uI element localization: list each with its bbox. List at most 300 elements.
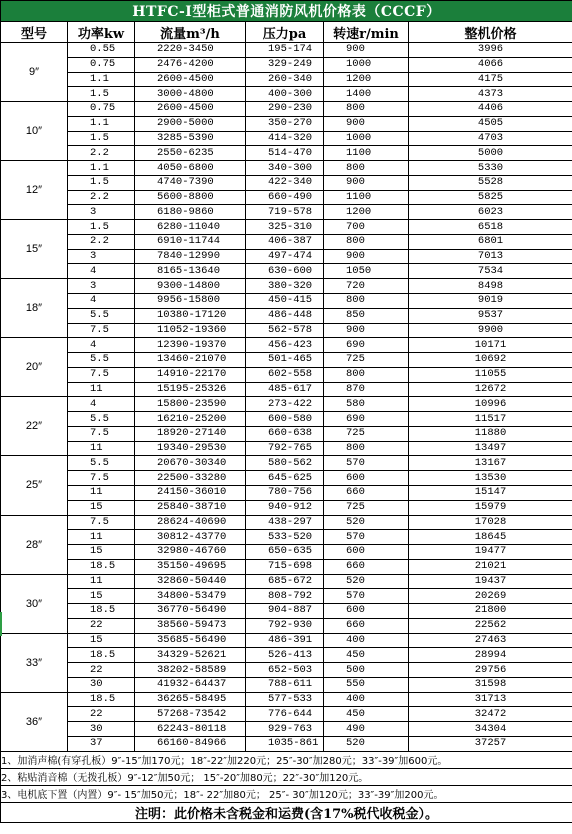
price-cell: 11055 bbox=[409, 367, 572, 382]
table-row bbox=[1, 294, 572, 309]
table-row bbox=[1, 175, 572, 190]
power-cell: 3 bbox=[68, 249, 135, 264]
pressure-cell: 776-644 bbox=[246, 707, 324, 722]
flow-cell: 16210-25200 bbox=[135, 412, 246, 427]
pressure-cell: 904-887 bbox=[246, 604, 324, 619]
price-cell: 11880 bbox=[409, 426, 572, 441]
power-cell: 15 bbox=[68, 500, 135, 515]
table-row bbox=[1, 382, 572, 397]
table-row bbox=[1, 323, 572, 338]
model-cell: 30″ bbox=[1, 574, 68, 633]
pressure-cell: 929-763 bbox=[246, 722, 324, 737]
power-cell: 7.5 bbox=[68, 515, 135, 530]
table-row bbox=[1, 589, 572, 604]
flow-cell: 66160-84966 bbox=[135, 736, 246, 751]
flow-cell: 11052-19360 bbox=[135, 323, 246, 338]
power-cell: 5.5 bbox=[68, 308, 135, 323]
pressure-cell: 486-391 bbox=[246, 633, 324, 648]
pressure-cell: 526-413 bbox=[246, 648, 324, 663]
price-cell: 4505 bbox=[409, 116, 572, 131]
price-cell: 3996 bbox=[409, 43, 572, 58]
price-cell: 31713 bbox=[409, 692, 572, 707]
power-cell: 3 bbox=[68, 205, 135, 220]
model-cell: 12″ bbox=[1, 161, 68, 220]
speed-cell: 660 bbox=[324, 618, 409, 633]
pressure-cell: 497-474 bbox=[246, 249, 324, 264]
pressure-cell: 940-912 bbox=[246, 500, 324, 515]
speed-cell: 900 bbox=[324, 249, 409, 264]
flow-cell: 19340-29530 bbox=[135, 441, 246, 456]
header-speed: 转速r/min bbox=[324, 22, 409, 43]
pressure-cell: 660-638 bbox=[246, 426, 324, 441]
power-cell: 11 bbox=[68, 574, 135, 589]
flow-cell: 32860-50440 bbox=[135, 574, 246, 589]
pressure-cell: 501-465 bbox=[246, 353, 324, 368]
header-row bbox=[1, 22, 572, 43]
table-row bbox=[1, 264, 572, 279]
price-cell: 10692 bbox=[409, 353, 572, 368]
price-cell: 32472 bbox=[409, 707, 572, 722]
pressure-cell: 652-503 bbox=[246, 663, 324, 678]
power-cell: 30 bbox=[68, 722, 135, 737]
price-cell: 8498 bbox=[409, 279, 572, 294]
model-cell: 28″ bbox=[1, 515, 68, 574]
pressure-cell: 290-230 bbox=[246, 102, 324, 117]
price-cell: 10996 bbox=[409, 397, 572, 412]
speed-cell: 1200 bbox=[324, 205, 409, 220]
flow-cell: 15800-23590 bbox=[135, 397, 246, 412]
flow-cell: 7840-12990 bbox=[135, 249, 246, 264]
table-row bbox=[1, 412, 572, 427]
pressure-cell: 485-617 bbox=[246, 382, 324, 397]
table-row bbox=[1, 116, 572, 131]
pressure-cell: 630-600 bbox=[246, 264, 324, 279]
power-cell: 2.2 bbox=[68, 146, 135, 161]
flow-cell: 18920-27140 bbox=[135, 426, 246, 441]
price-cell: 37257 bbox=[409, 736, 572, 751]
flow-cell: 2476-4200 bbox=[135, 57, 246, 72]
price-cell: 10171 bbox=[409, 338, 572, 353]
price-cell: 20269 bbox=[409, 589, 572, 604]
price-cell: 19437 bbox=[409, 574, 572, 589]
power-cell: 5.5 bbox=[68, 353, 135, 368]
price-cell: 5000 bbox=[409, 146, 572, 161]
note-row bbox=[1, 768, 572, 785]
speed-cell: 1000 bbox=[324, 57, 409, 72]
power-cell: 18.5 bbox=[68, 559, 135, 574]
price-cell: 19477 bbox=[409, 545, 572, 560]
speed-cell: 725 bbox=[324, 500, 409, 515]
flow-cell: 6280-11040 bbox=[135, 220, 246, 235]
power-cell: 1.1 bbox=[68, 116, 135, 131]
footer-row bbox=[1, 802, 572, 822]
pressure-cell: 514-470 bbox=[246, 146, 324, 161]
flow-cell: 34800-53479 bbox=[135, 589, 246, 604]
speed-cell: 570 bbox=[324, 589, 409, 604]
flow-cell: 35150-49695 bbox=[135, 559, 246, 574]
power-cell: 11 bbox=[68, 530, 135, 545]
model-cell: 33″ bbox=[1, 633, 68, 692]
table-row bbox=[1, 220, 572, 235]
speed-cell: 800 bbox=[324, 441, 409, 456]
price-cell: 6801 bbox=[409, 234, 572, 249]
flow-cell: 2600-4500 bbox=[135, 72, 246, 87]
power-cell: 3 bbox=[68, 279, 135, 294]
table-row bbox=[1, 57, 572, 72]
flow-cell: 36265-58495 bbox=[135, 692, 246, 707]
power-cell: 18.5 bbox=[68, 604, 135, 619]
speed-cell: 450 bbox=[324, 648, 409, 663]
flow-cell: 62243-80118 bbox=[135, 722, 246, 737]
table-row bbox=[1, 545, 572, 560]
power-cell: 5.5 bbox=[68, 456, 135, 471]
pressure-cell: 350-270 bbox=[246, 116, 324, 131]
price-cell: 12672 bbox=[409, 382, 572, 397]
header-pressure: 压力pa bbox=[246, 22, 324, 43]
speed-cell: 490 bbox=[324, 722, 409, 737]
pressure-cell: 380-320 bbox=[246, 279, 324, 294]
table-title: HTFC-Ⅰ型柜式普通消防风机价格表（CCCF） bbox=[1, 1, 572, 22]
table-row bbox=[1, 663, 572, 678]
table-row bbox=[1, 559, 572, 574]
price-cell: 5528 bbox=[409, 175, 572, 190]
footer-note: 注明：此价格未含税金和运费(含17%税代收税金）。 bbox=[1, 802, 572, 822]
header-model: 型号 bbox=[1, 22, 68, 43]
table-body bbox=[1, 43, 572, 752]
flow-cell: 13460-21070 bbox=[135, 353, 246, 368]
note-row bbox=[1, 785, 572, 802]
power-cell: 1.5 bbox=[68, 87, 135, 102]
speed-cell: 900 bbox=[324, 323, 409, 338]
flow-cell: 4050-6800 bbox=[135, 161, 246, 176]
power-cell: 11 bbox=[68, 485, 135, 500]
pressure-cell: 438-297 bbox=[246, 515, 324, 530]
table-row bbox=[1, 456, 572, 471]
flow-cell: 38202-58589 bbox=[135, 663, 246, 678]
speed-cell: 400 bbox=[324, 692, 409, 707]
table-row bbox=[1, 234, 572, 249]
pressure-cell: 400-300 bbox=[246, 87, 324, 102]
flow-cell: 28624-40690 bbox=[135, 515, 246, 530]
speed-cell: 800 bbox=[324, 161, 409, 176]
power-cell: 7.5 bbox=[68, 471, 135, 486]
flow-cell: 30812-43770 bbox=[135, 530, 246, 545]
table-row bbox=[1, 43, 572, 58]
table-row bbox=[1, 367, 572, 382]
price-cell: 22562 bbox=[409, 618, 572, 633]
price-cell: 13167 bbox=[409, 456, 572, 471]
pressure-cell: 650-635 bbox=[246, 545, 324, 560]
table-row bbox=[1, 205, 572, 220]
pressure-cell: 719-578 bbox=[246, 205, 324, 220]
pressure-cell: 685-672 bbox=[246, 574, 324, 589]
price-cell: 7534 bbox=[409, 264, 572, 279]
flow-cell: 2220-3450 bbox=[135, 43, 246, 58]
note-3: 3、电机底下置（内置）9″- 15″加50元；18″- 22″加80元； 25″- 30″加120元；33″-39″加200元。 bbox=[1, 785, 572, 802]
table-row bbox=[1, 146, 572, 161]
price-cell: 27463 bbox=[409, 633, 572, 648]
speed-cell: 900 bbox=[324, 43, 409, 58]
flow-cell: 2600-4500 bbox=[135, 102, 246, 117]
power-cell: 1.1 bbox=[68, 161, 135, 176]
pressure-cell: 414-320 bbox=[246, 131, 324, 146]
pressure-cell: 329-249 bbox=[246, 57, 324, 72]
table-row bbox=[1, 692, 572, 707]
price-cell: 28994 bbox=[409, 648, 572, 663]
price-cell: 7013 bbox=[409, 249, 572, 264]
speed-cell: 800 bbox=[324, 234, 409, 249]
price-cell: 9900 bbox=[409, 323, 572, 338]
power-cell: 7.5 bbox=[68, 367, 135, 382]
pressure-cell: 1035-861 bbox=[246, 736, 324, 751]
pressure-cell: 792-765 bbox=[246, 441, 324, 456]
note-2: 2、粘贴消音棉（无拨孔板）9″-12″加50元； 15″-20″加80元；22″-30″加120元。 bbox=[1, 768, 572, 785]
model-cell: 22″ bbox=[1, 397, 68, 456]
table-row bbox=[1, 72, 572, 87]
speed-cell: 690 bbox=[324, 338, 409, 353]
price-cell: 13497 bbox=[409, 441, 572, 456]
speed-cell: 900 bbox=[324, 175, 409, 190]
price-cell: 29756 bbox=[409, 663, 572, 678]
price-cell: 11517 bbox=[409, 412, 572, 427]
flow-cell: 41932-64437 bbox=[135, 677, 246, 692]
table-row bbox=[1, 530, 572, 545]
flow-cell: 10380-17120 bbox=[135, 308, 246, 323]
price-cell: 4703 bbox=[409, 131, 572, 146]
table-row bbox=[1, 308, 572, 323]
flow-cell: 20670-30340 bbox=[135, 456, 246, 471]
power-cell: 15 bbox=[68, 545, 135, 560]
table-row bbox=[1, 161, 572, 176]
flow-cell: 34329-52621 bbox=[135, 648, 246, 663]
speed-cell: 720 bbox=[324, 279, 409, 294]
flow-cell: 15195-25326 bbox=[135, 382, 246, 397]
speed-cell: 900 bbox=[324, 116, 409, 131]
speed-cell: 400 bbox=[324, 633, 409, 648]
power-cell: 2.2 bbox=[68, 234, 135, 249]
power-cell: 1.1 bbox=[68, 72, 135, 87]
flow-cell: 12390-19370 bbox=[135, 338, 246, 353]
note-1: 1、加消声棉(有穿孔板）9″-15″加170元；18″-22″加220元；25″-30″加280元；33″-39″加600元。 bbox=[1, 751, 572, 768]
speed-cell: 520 bbox=[324, 515, 409, 530]
pressure-cell: 580-562 bbox=[246, 456, 324, 471]
speed-cell: 800 bbox=[324, 294, 409, 309]
pressure-cell: 780-756 bbox=[246, 485, 324, 500]
flow-cell: 36770-56490 bbox=[135, 604, 246, 619]
flow-cell: 2550-6235 bbox=[135, 146, 246, 161]
pressure-cell: 406-387 bbox=[246, 234, 324, 249]
flow-cell: 8165-13640 bbox=[135, 264, 246, 279]
table-row bbox=[1, 633, 572, 648]
power-cell: 2.2 bbox=[68, 190, 135, 205]
power-cell: 18.5 bbox=[68, 648, 135, 663]
table-row bbox=[1, 102, 572, 117]
pressure-cell: 422-340 bbox=[246, 175, 324, 190]
power-cell: 0.75 bbox=[68, 102, 135, 117]
power-cell: 4 bbox=[68, 264, 135, 279]
price-cell: 5825 bbox=[409, 190, 572, 205]
price-cell: 9019 bbox=[409, 294, 572, 309]
speed-cell: 1100 bbox=[324, 190, 409, 205]
power-cell: 5.5 bbox=[68, 412, 135, 427]
speed-cell: 800 bbox=[324, 102, 409, 117]
price-cell: 4373 bbox=[409, 87, 572, 102]
table-row bbox=[1, 736, 572, 751]
title-row bbox=[1, 1, 572, 22]
speed-cell: 600 bbox=[324, 545, 409, 560]
table-row bbox=[1, 722, 572, 737]
speed-cell: 520 bbox=[324, 736, 409, 751]
price-cell: 34304 bbox=[409, 722, 572, 737]
speed-cell: 550 bbox=[324, 677, 409, 692]
pressure-cell: 340-300 bbox=[246, 161, 324, 176]
speed-cell: 500 bbox=[324, 663, 409, 678]
price-cell: 21021 bbox=[409, 559, 572, 574]
price-cell: 9537 bbox=[409, 308, 572, 323]
speed-cell: 570 bbox=[324, 456, 409, 471]
speed-cell: 600 bbox=[324, 604, 409, 619]
speed-cell: 660 bbox=[324, 559, 409, 574]
speed-cell: 570 bbox=[324, 530, 409, 545]
speed-cell: 580 bbox=[324, 397, 409, 412]
price-cell: 4066 bbox=[409, 57, 572, 72]
table-row bbox=[1, 441, 572, 456]
power-cell: 22 bbox=[68, 707, 135, 722]
power-cell: 22 bbox=[68, 663, 135, 678]
model-cell: 25″ bbox=[1, 456, 68, 515]
pressure-cell: 645-625 bbox=[246, 471, 324, 486]
flow-cell: 35685-56490 bbox=[135, 633, 246, 648]
power-cell: 7.5 bbox=[68, 426, 135, 441]
power-cell: 4 bbox=[68, 338, 135, 353]
flow-cell: 38560-59473 bbox=[135, 618, 246, 633]
pressure-cell: 600-580 bbox=[246, 412, 324, 427]
pressure-cell: 808-792 bbox=[246, 589, 324, 604]
power-cell: 18.5 bbox=[68, 692, 135, 707]
table-row bbox=[1, 471, 572, 486]
speed-cell: 1200 bbox=[324, 72, 409, 87]
pressure-cell: 450-415 bbox=[246, 294, 324, 309]
flow-cell: 9300-14800 bbox=[135, 279, 246, 294]
pressure-cell: 486-448 bbox=[246, 308, 324, 323]
table-row bbox=[1, 249, 572, 264]
price-cell: 6023 bbox=[409, 205, 572, 220]
table-row bbox=[1, 338, 572, 353]
header-flow: 流量m³/h bbox=[135, 22, 246, 43]
price-cell: 4175 bbox=[409, 72, 572, 87]
power-cell: 4 bbox=[68, 397, 135, 412]
note-row bbox=[1, 751, 572, 768]
header-price: 整机价格 bbox=[409, 22, 572, 43]
pressure-cell: 602-558 bbox=[246, 367, 324, 382]
power-cell: 7.5 bbox=[68, 323, 135, 338]
table-row bbox=[1, 677, 572, 692]
speed-cell: 850 bbox=[324, 308, 409, 323]
flow-cell: 32980-46760 bbox=[135, 545, 246, 560]
table-row bbox=[1, 500, 572, 515]
speed-cell: 520 bbox=[324, 574, 409, 589]
price-cell: 18645 bbox=[409, 530, 572, 545]
table-row bbox=[1, 515, 572, 530]
pressure-cell: 715-698 bbox=[246, 559, 324, 574]
power-cell: 30 bbox=[68, 677, 135, 692]
speed-cell: 1050 bbox=[324, 264, 409, 279]
speed-cell: 1100 bbox=[324, 146, 409, 161]
model-cell: 36″ bbox=[1, 692, 68, 751]
price-cell: 15147 bbox=[409, 485, 572, 500]
flow-cell: 6180-9860 bbox=[135, 205, 246, 220]
flow-cell: 3000-4800 bbox=[135, 87, 246, 102]
power-cell: 1.5 bbox=[68, 220, 135, 235]
flow-cell: 4740-7390 bbox=[135, 175, 246, 190]
table-row bbox=[1, 618, 572, 633]
table-row bbox=[1, 707, 572, 722]
price-cell: 15979 bbox=[409, 500, 572, 515]
flow-cell: 3285-5390 bbox=[135, 131, 246, 146]
pressure-cell: 456-423 bbox=[246, 338, 324, 353]
header-power: 功率kw bbox=[68, 22, 135, 43]
price-cell: 17028 bbox=[409, 515, 572, 530]
price-cell: 4406 bbox=[409, 102, 572, 117]
pressure-cell: 792-930 bbox=[246, 618, 324, 633]
model-cell: 9″ bbox=[1, 43, 68, 102]
pressure-cell: 260-340 bbox=[246, 72, 324, 87]
flow-cell: 57268-73542 bbox=[135, 707, 246, 722]
speed-cell: 1400 bbox=[324, 87, 409, 102]
power-cell: 15 bbox=[68, 633, 135, 648]
pressure-cell: 533-520 bbox=[246, 530, 324, 545]
table-row bbox=[1, 87, 572, 102]
price-cell: 21800 bbox=[409, 604, 572, 619]
pressure-cell: 273-422 bbox=[246, 397, 324, 412]
power-cell: 11 bbox=[68, 441, 135, 456]
table-row bbox=[1, 279, 572, 294]
power-cell: 15 bbox=[68, 589, 135, 604]
table-row bbox=[1, 397, 572, 412]
pressure-cell: 577-533 bbox=[246, 692, 324, 707]
model-cell: 15″ bbox=[1, 220, 68, 279]
row-selection-marker bbox=[0, 612, 2, 636]
speed-cell: 450 bbox=[324, 707, 409, 722]
speed-cell: 870 bbox=[324, 382, 409, 397]
flow-cell: 22500-33280 bbox=[135, 471, 246, 486]
model-cell: 18″ bbox=[1, 279, 68, 338]
speed-cell: 700 bbox=[324, 220, 409, 235]
speed-cell: 1000 bbox=[324, 131, 409, 146]
pressure-cell: 562-578 bbox=[246, 323, 324, 338]
model-cell: 10″ bbox=[1, 102, 68, 161]
model-cell: 20″ bbox=[1, 338, 68, 397]
pressure-cell: 325-310 bbox=[246, 220, 324, 235]
speed-cell: 725 bbox=[324, 426, 409, 441]
power-cell: 11 bbox=[68, 382, 135, 397]
speed-cell: 800 bbox=[324, 367, 409, 382]
table-row bbox=[1, 648, 572, 663]
power-cell: 0.75 bbox=[68, 57, 135, 72]
flow-cell: 14910-22170 bbox=[135, 367, 246, 382]
power-cell: 1.5 bbox=[68, 131, 135, 146]
price-cell: 5330 bbox=[409, 161, 572, 176]
speed-cell: 725 bbox=[324, 353, 409, 368]
price-cell: 31598 bbox=[409, 677, 572, 692]
flow-cell: 25840-38710 bbox=[135, 500, 246, 515]
power-cell: 1.5 bbox=[68, 175, 135, 190]
table-row bbox=[1, 485, 572, 500]
table-row bbox=[1, 190, 572, 205]
table-row bbox=[1, 131, 572, 146]
power-cell: 37 bbox=[68, 736, 135, 751]
flow-cell: 2900-5000 bbox=[135, 116, 246, 131]
